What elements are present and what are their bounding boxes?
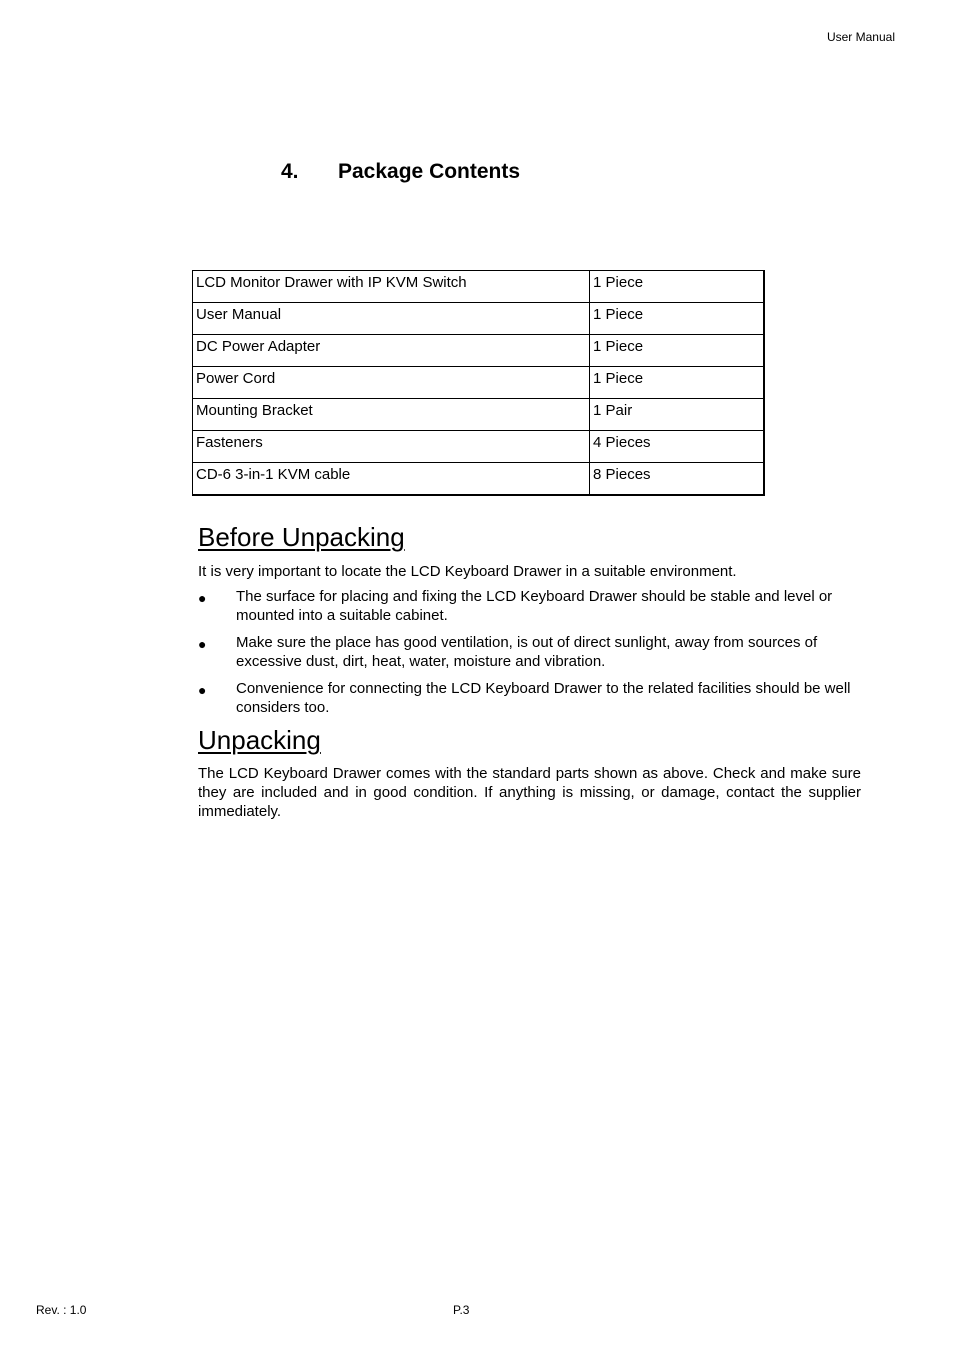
package-contents-table [192,270,765,496]
bullet-icon: ● [198,636,207,652]
list-item [198,633,858,671]
table-row [193,367,765,399]
bullet-icon: ● [198,590,207,606]
table-row [193,399,765,431]
qty-cell: 8 Pieces [590,463,765,496]
unpacking-heading: Unpacking [198,725,321,755]
qty-cell: 1 Piece [590,303,765,335]
item-cell: DC Power Adapter [193,335,590,367]
footer-revision: Rev. : 1.0 [36,1303,87,1317]
item-cell: Fasteners [193,431,590,463]
before-unpacking-heading: Before Unpacking [198,522,405,552]
before-unpacking-intro: It is very important to locate the LCD Keyboard Drawer in a suitable environment. [198,563,737,580]
item-cell: User Manual [193,303,590,335]
table-row [193,271,765,303]
item-cell: Power Cord [193,367,590,399]
table-row [193,431,765,463]
footer-page-number: P.3 [453,1303,470,1317]
table-row [193,335,765,367]
list-item-text: Convenience for connecting the LCD Keyboard Drawer to the related facilities should be well considers too. [236,680,851,716]
item-cell: CD-6 3-in-1 KVM cable [193,463,590,496]
list-item-text: Make sure the place has good ventilation, is out of direct sunlight, away from sources of excessive dust, dirt, heat, water, moisture and vibration. [236,634,818,670]
qty-cell: 1 Piece [590,271,765,303]
before-unpacking-list [198,587,858,725]
qty-cell: 1 Piece [590,367,765,399]
table-row [193,463,765,496]
qty-cell: 1 Pair [590,399,765,431]
list-item [198,679,858,717]
table-row [193,303,765,335]
qty-cell: 4 Pieces [590,431,765,463]
section-title [281,160,520,184]
section-title-text: Package Contents [338,160,521,183]
item-cell: Mounting Bracket [193,399,590,431]
unpacking-body: The LCD Keyboard Drawer comes with the standard parts shown as above. Check and make sure they are included and in good condition. If anything is missing, or damage, contact the supplier immediately. [198,765,861,820]
bullet-icon: ● [198,682,207,698]
item-cell: LCD Monitor Drawer with IP KVM Switch [193,271,590,303]
list-item [198,587,858,625]
section-number: 4. [281,160,299,183]
list-item-text: The surface for placing and fixing the LCD Keyboard Drawer should be stable and level or mounted into a suitable cabinet. [236,588,833,624]
header-doc-type: User Manual [826,30,895,44]
qty-cell: 1 Piece [590,335,765,367]
